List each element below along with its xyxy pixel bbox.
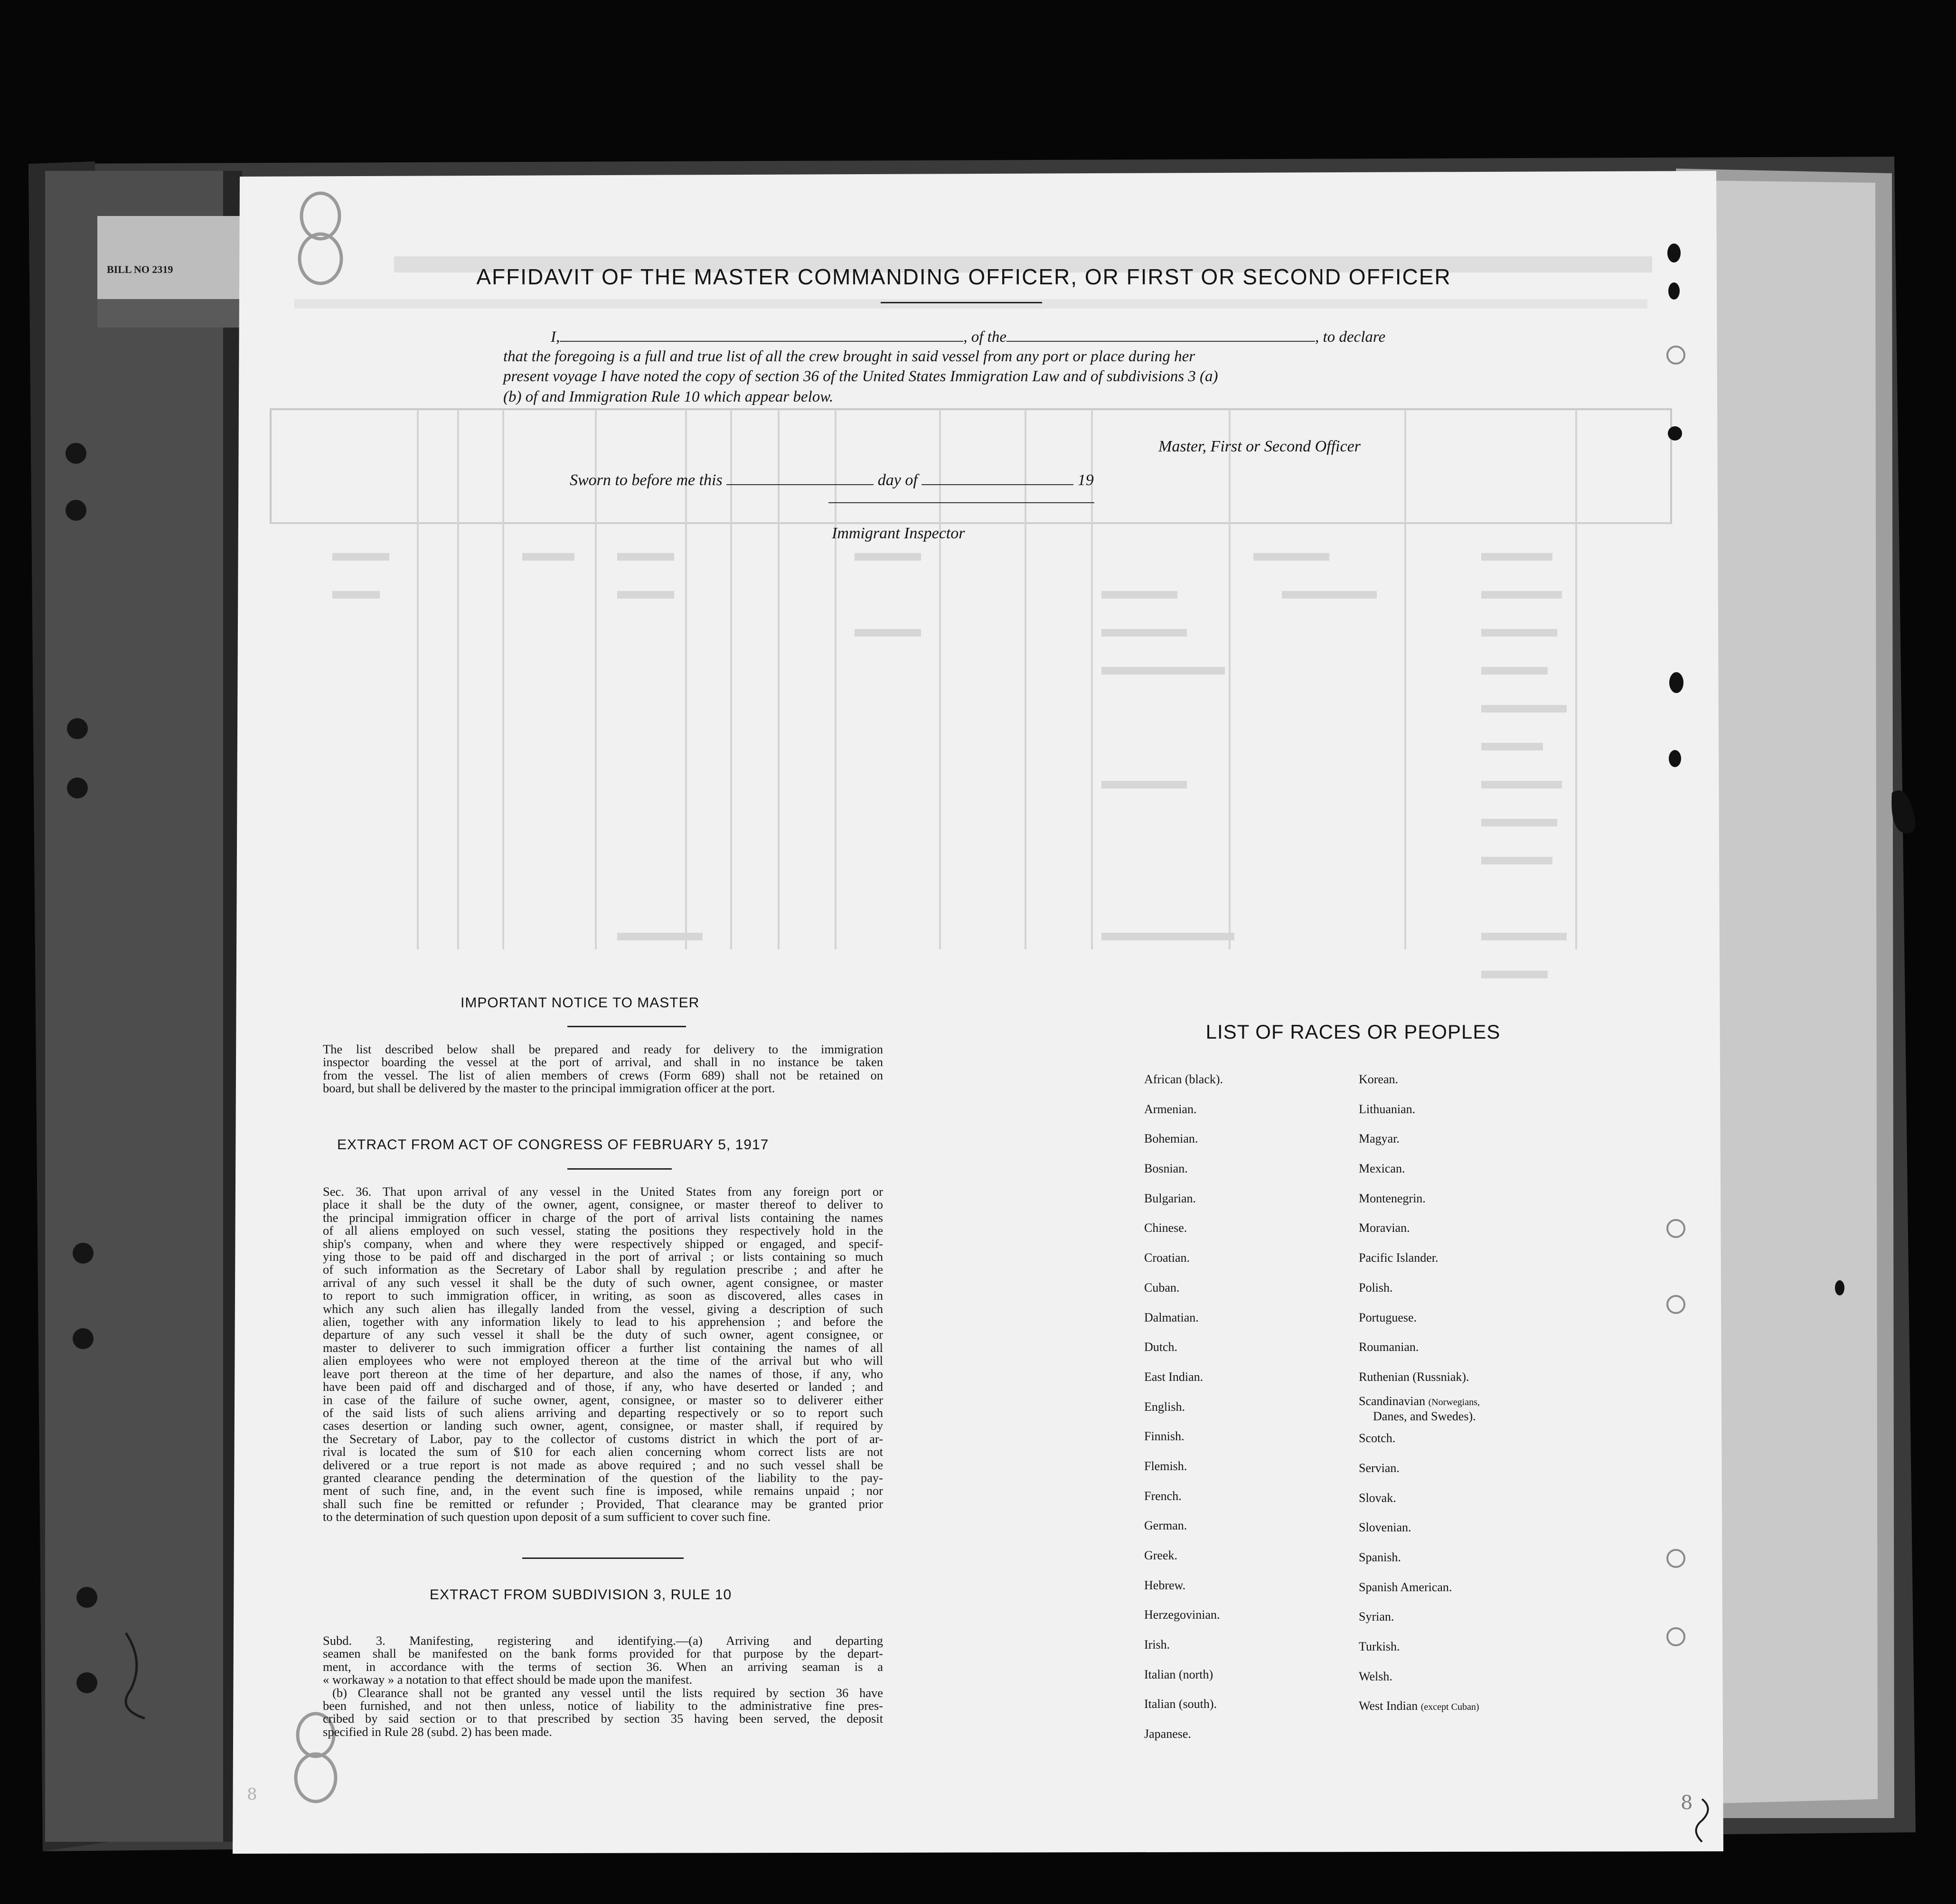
race-item: French. [1144, 1489, 1182, 1503]
act-line: delivered or a true report is not made as above required ; and no such vessel shall be [323, 1457, 883, 1472]
races-column-1 [1144, 1065, 1223, 1749]
race-item: African (black). [1144, 1072, 1223, 1086]
handwritten-page-number [247, 1785, 257, 1804]
race-item: Scotch. [1359, 1431, 1396, 1445]
act-heading: EXTRACT FROM ACT OF CONGRESS OF FEBRUARY 5, 1917 [337, 1137, 769, 1153]
race-item: Lithuanian. [1359, 1102, 1416, 1116]
rule-line: (b) Clearance shall not be granted any vessel until the lists required by section 36 have [332, 1685, 883, 1700]
race-item: Slovenian. [1359, 1520, 1411, 1535]
bill-number-text: BILL NO 2319 [107, 263, 173, 275]
race-item: English. [1144, 1399, 1185, 1414]
act-line: the principal immigration officer in charge of the port of arrival lists containing the names [323, 1210, 883, 1225]
rule-line: been furnished, and not then unless, notice of liability to the administrative fine pres- [323, 1698, 883, 1713]
affidavit-title: AFFIDAVIT OF THE MASTER COMMANDING OFFICER, OR FIRST OR SECOND OFFICER [476, 264, 1451, 289]
rule-line: Subd. 3. Manifesting, registering and identifying.—(a) Arriving and departing [323, 1633, 883, 1648]
race-item: Montenegrin. [1359, 1191, 1426, 1205]
year-prefix: 19 [1077, 471, 1094, 489]
rule-paragraph [323, 1634, 883, 1738]
handwritten-corner-mark [1681, 1792, 1693, 1814]
race-item: Bosnian. [1144, 1162, 1188, 1176]
sworn-text: Sworn to before me this [570, 471, 723, 489]
race-item: West Indian [1359, 1699, 1418, 1713]
rule-line: cribed by said section or to that prescribed by section 35 having been served, the deposit [323, 1711, 883, 1726]
race-item: Hebrew. [1144, 1578, 1186, 1592]
act-line: have been paid off and discharged and of those, if any, who have deserted or landed ; and [323, 1379, 883, 1394]
act-line: departure of any such vessel it shall be the duty of such owner, agent consignee, or [323, 1327, 883, 1342]
race-item: Dutch. [1144, 1340, 1178, 1354]
race-item: Cuban. [1144, 1280, 1180, 1294]
race-item: Portuguese. [1359, 1310, 1417, 1324]
decl-to-declare: , to declare [1315, 328, 1386, 346]
rule-line: specified in Rule 28 (subd. 2) has been made. [323, 1724, 552, 1739]
race-item: Finnish. [1144, 1429, 1185, 1444]
rule-heading: EXTRACT FROM SUBDIVISION 3, RULE 10 [430, 1587, 732, 1603]
race-item: Bohemian. [1144, 1132, 1198, 1146]
race-item-scandinavian [1359, 1392, 1480, 1424]
decl-of-the: , of the [963, 328, 1006, 346]
race-item: Korean. [1359, 1072, 1399, 1086]
race-item: Irish. [1144, 1638, 1170, 1652]
act-paragraph [323, 1185, 883, 1524]
race-item: Spanish. [1359, 1550, 1401, 1564]
declaration-line-1 [551, 328, 1385, 346]
rule-line: « workaway » a notation to that effect should be made upon the manifest. [323, 1672, 693, 1687]
race-item: Servian. [1359, 1461, 1400, 1475]
notice-underline [567, 1026, 686, 1027]
race-item: Croatian. [1144, 1251, 1190, 1265]
bill-number-stamp [107, 263, 173, 276]
act-line: arrival of any such vessel it shall be the duty of such owner, agent consignee, or master [323, 1275, 883, 1290]
race-item: Flemish. [1144, 1459, 1187, 1473]
day-blank [726, 471, 874, 485]
name-blank [560, 328, 963, 342]
notice-line: The list described below shall be prepared and ready for delivery to the immigration [323, 1042, 883, 1056]
race-item: Polish. [1359, 1280, 1393, 1294]
act-line: leave port thereon at the time of her departure, and also the names of those, if any, who [323, 1366, 883, 1381]
inspector-signature-line [828, 502, 1094, 503]
act-underline [567, 1168, 672, 1170]
west-indian-note: (except Cuban) [1420, 1702, 1479, 1713]
race-item: Mexican. [1359, 1162, 1405, 1176]
races-heading: LIST OF RACES OR PEOPLES [1205, 1021, 1501, 1043]
act-line: granted clearance pending the determination of the question of the liability to the pay- [323, 1470, 883, 1485]
race-item-west-indian [1359, 1691, 1480, 1721]
race-item: German. [1144, 1519, 1187, 1533]
act-line: alien employees who were not employed thereon at the time of the arrival but who will [323, 1353, 883, 1368]
decl-i: I, [551, 328, 560, 346]
race-item: Italian (south). [1144, 1697, 1217, 1711]
act-line: the Secretary of Labor, pay to the collector of customs district in which the port of ar- [323, 1431, 883, 1446]
act-line: in case of the failure of suche owner, agent, consignee, or master so to deliverer either [323, 1392, 883, 1407]
act-line: of all aliens employed on such vessel, stating the positions they respectively hold in the [323, 1223, 883, 1238]
rule-line: ment, in accordance with the terms of section 36. When an arriving seaman is a [323, 1659, 883, 1674]
notice-line: board, but shall be delivered by the master to the principal immigration officer at the port. [323, 1081, 775, 1096]
act-line: ying those to be paid off and discharged in the port of arrival ; or lists containing so much [323, 1249, 883, 1264]
page-number-text: 8 [247, 1785, 257, 1804]
race-item: Welsh. [1359, 1669, 1392, 1683]
notice-heading: IMPORTANT NOTICE TO MASTER [461, 995, 700, 1011]
act-line: to report to such immigration officer, in writing, as soon as discovered, alles cases in [323, 1288, 883, 1303]
notice-line: inspector boarding the vessel at the port of arrival, and shall in no instance be taken [323, 1055, 883, 1069]
act-line: ment of such fine, and, in the event such fine is imposed, while remains unpaid ; nor [323, 1483, 883, 1498]
race-item: Turkish. [1359, 1640, 1400, 1654]
race-item: Greek. [1144, 1548, 1178, 1562]
act-line: shall such fine be remitted or refunder ; Provided, That clearance may be granted prior [323, 1496, 883, 1511]
declaration-line-3: present voyage I have noted the copy of section 36 of the United States Immigration Law and of subdivisions 3 (a) [503, 368, 1218, 385]
act-line: alien, together with any information likely to lead to his apprehension ; and before the [323, 1314, 883, 1329]
act-line: to the determination of such question upon deposit of a sum sufficient to cover such fine. [323, 1510, 771, 1524]
act-line: place it shall be the duty of the owner, agent, consignee, or master thereof to deliver to [323, 1197, 883, 1212]
master-signature-label: Master, First or Second Officer [1158, 438, 1361, 455]
act-line: cases desertion or landing such owner, agent, consignee, or master shall, if required by [323, 1418, 883, 1433]
race-item: Dalmatian. [1144, 1310, 1199, 1324]
corner-mark-text: 8 [1681, 1792, 1693, 1814]
race-item: Ruthenian (Russniak). [1359, 1369, 1469, 1384]
race-item: Magyar. [1359, 1132, 1400, 1146]
title-underline [881, 302, 1042, 303]
sworn-line [570, 471, 1094, 489]
race-item: Herzegovinian. [1144, 1608, 1220, 1622]
scandinavian-line-2: Danes, and Swedes). [1373, 1409, 1476, 1423]
race-item: Italian (north) [1144, 1667, 1213, 1681]
act-end-rule [522, 1557, 684, 1559]
act-line: rival is located the sum of $10 for each alien concerning whom correct lists are not [323, 1444, 883, 1459]
race-item: Chinese. [1144, 1221, 1187, 1235]
vessel-blank [1006, 328, 1315, 342]
act-line: which any such alien has illegally landed from the vessel, giving a description of such [323, 1301, 883, 1316]
act-line: of such information as the Secretary of Labor shall by regulation prescribe ; and after he [323, 1262, 883, 1277]
race-item: East Indian. [1144, 1369, 1204, 1384]
race-item: Pacific Islander. [1359, 1251, 1439, 1265]
act-line: ship's company, when and where they were respectively shipped or engaged, and specif- [323, 1236, 883, 1251]
race-item: Japanese. [1144, 1727, 1191, 1741]
month-blank [922, 471, 1073, 485]
act-line: Sec. 36. That upon arrival of any vessel in the United States from any foreign port or [323, 1184, 883, 1199]
day-of-text: day of [877, 471, 918, 489]
rule-line: seamen shall be manifested on the bank forms provided for that purpose by the depart- [323, 1646, 883, 1661]
race-item: Scandinavian [1359, 1394, 1426, 1408]
inspector-label: Immigrant Inspector [832, 525, 965, 542]
race-item: Syrian. [1359, 1610, 1394, 1624]
race-item: Slovak. [1359, 1491, 1396, 1505]
notice-paragraph [323, 1043, 883, 1095]
act-line: of the said lists of such aliens arriving and departing respectively or so to report such [323, 1405, 883, 1420]
races-column-2 [1359, 1065, 1480, 1721]
act-line: master to deliverer to such immigration officer a further list containing the names of all [323, 1340, 883, 1355]
race-item: Spanish American. [1359, 1580, 1452, 1594]
scandinavian-note: (Norwegians, [1428, 1397, 1480, 1407]
race-item: Bulgarian. [1144, 1191, 1196, 1205]
race-item: Armenian. [1144, 1102, 1197, 1116]
race-item: Moravian. [1359, 1221, 1410, 1235]
notice-line: from the vessel. The list of alien members of crews (Form 689) shall not be retained on [323, 1068, 883, 1082]
race-item: Roumanian. [1359, 1340, 1419, 1354]
declaration-line-2: that the foregoing is a full and true list of all the crew brought in said vessel from any port or place during her [503, 348, 1195, 365]
declaration-line-4: (b) of and Immigration Rule 10 which appear below. [503, 388, 834, 405]
